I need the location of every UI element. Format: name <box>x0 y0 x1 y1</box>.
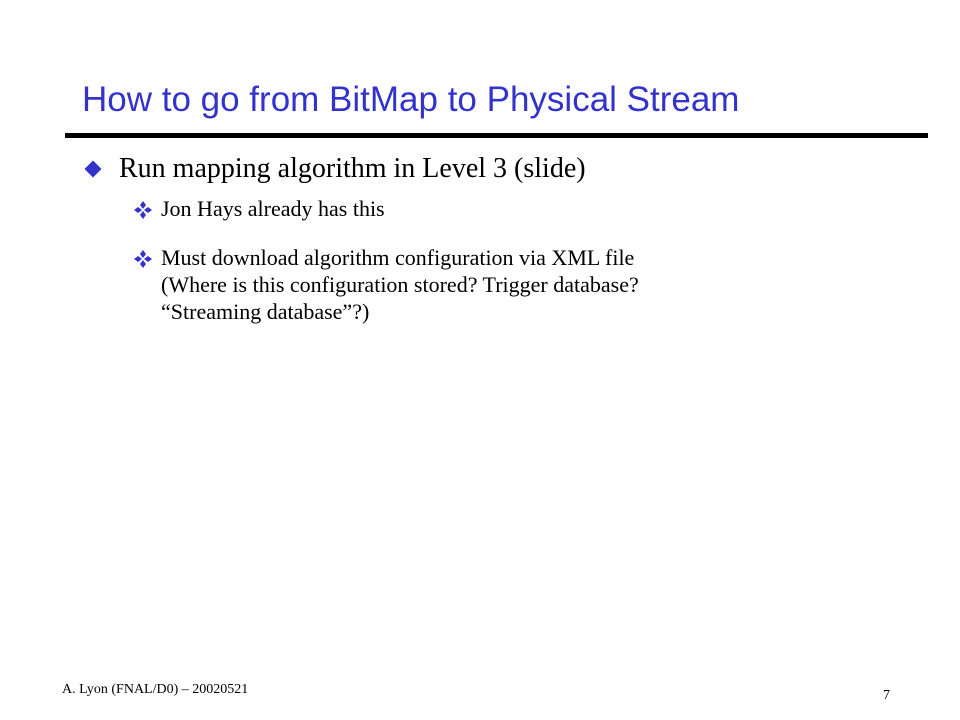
page-number: 7 <box>883 688 890 703</box>
four-diamond-bullet-icon <box>133 200 153 220</box>
bullet-item <box>84 151 586 187</box>
sub-bullet-item <box>133 195 385 222</box>
sub-bullet-text-line: “Streaming database”?) <box>161 299 370 324</box>
footer-author: A. Lyon (FNAL/D0) – 20020521 <box>62 682 249 697</box>
slide-title: How to go from BitMap to Physical Stream <box>82 80 740 119</box>
sub-bullet-text-line: Must download algorithm configuration via XML file <box>161 245 635 270</box>
sub-bullet-item <box>133 244 639 325</box>
sub-bullet-text: Jon Hays already has this <box>161 196 385 221</box>
sub-bullet-text-line: (Where is this configuration stored? Trigger database? <box>161 272 639 297</box>
title-divider <box>65 133 928 138</box>
bullet-text: Run mapping algorithm in Level 3 (slide) <box>119 153 586 184</box>
four-diamond-bullet-icon <box>133 249 153 269</box>
diamond-bullet-icon <box>85 161 102 178</box>
